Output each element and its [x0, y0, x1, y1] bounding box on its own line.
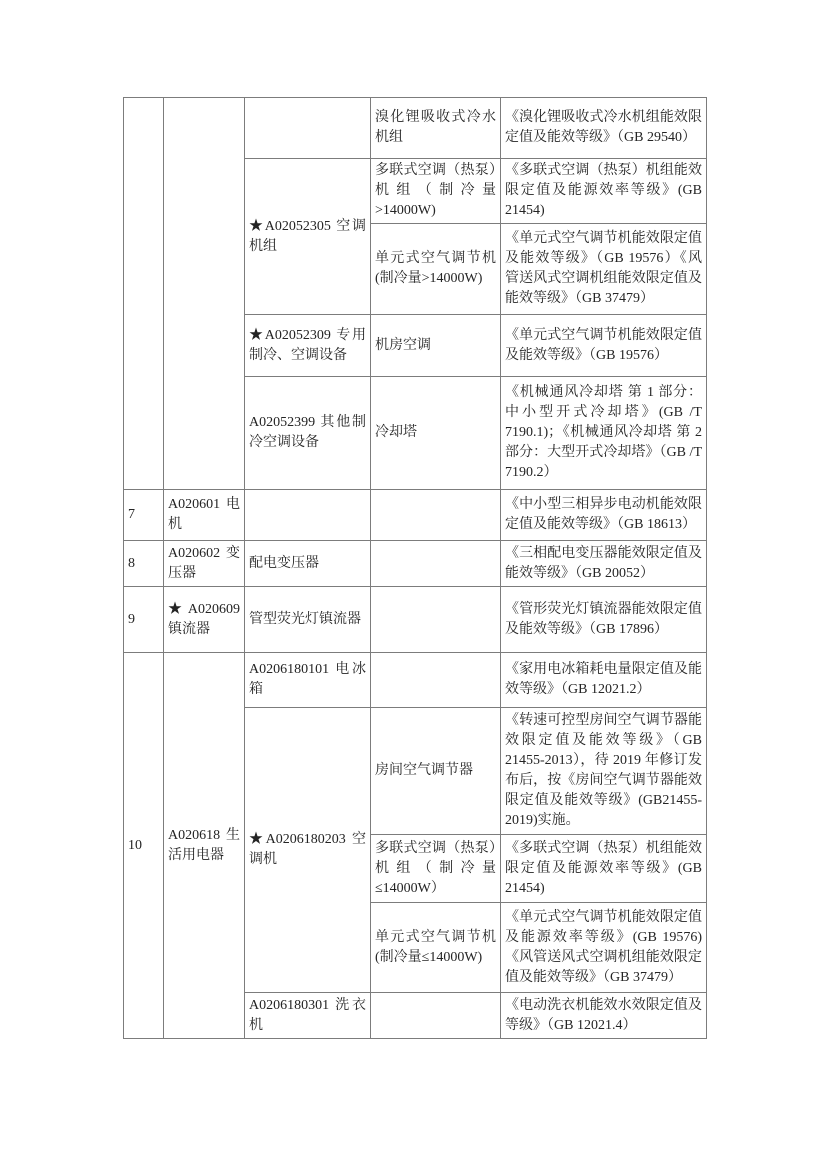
- subcategory-cell: A02052399 其他制冷空调设备: [245, 377, 371, 490]
- table-row: [124, 490, 707, 541]
- table-row: [124, 98, 707, 159]
- table-row: [124, 541, 707, 587]
- category-cell-empty: [164, 98, 245, 490]
- seq-cell: 9: [124, 587, 164, 653]
- seq-cell: 7: [124, 490, 164, 541]
- equipment-cell-empty: [371, 653, 501, 708]
- standard-cell: 《管形荧光灯镇流器能效限定值及能效等级》（GB 17896）: [501, 587, 707, 653]
- seq-cell-empty: [124, 98, 164, 490]
- equipment-cell: 单元式空气调节机(制冷量≤14000W): [371, 903, 501, 993]
- equipment-cell: 机房空调: [371, 315, 501, 377]
- standard-cell: 《单元式空气调节机能效限定值及能效等级》（GB 19576）: [501, 315, 707, 377]
- standard-cell: 《家用电冰箱耗电量限定值及能效等级》（GB 12021.2）: [501, 653, 707, 708]
- subcategory-cell: ★A0206180203 空调机: [245, 708, 371, 993]
- category-cell: A020601 电机: [164, 490, 245, 541]
- subcategory-cell-empty: [245, 490, 371, 541]
- standard-cell: 《机械通风冷却塔 第 1 部分：中小型开式冷却塔》(GB /T 7190.1)；《机械通风冷却塔 第 2 部分：大型开式冷却塔》（GB /T 7190.2）: [501, 377, 707, 490]
- table-row: [124, 587, 707, 653]
- standard-cell: 《溴化锂吸收式冷水机组能效限定值及能效等级》（GB 29540）: [501, 98, 707, 159]
- subcategory-cell: 配电变压器: [245, 541, 371, 587]
- equipment-cell-empty: [371, 587, 501, 653]
- equipment-cell: 冷却塔: [371, 377, 501, 490]
- equipment-cell: 单元式空气调节机(制冷量>14000W): [371, 224, 501, 315]
- subcategory-cell: A0206180101 电冰箱: [245, 653, 371, 708]
- subcategory-cell: A0206180301 洗衣机: [245, 993, 371, 1039]
- standard-cell: 《三相配电变压器能效限定值及能效等级》（GB 20052）: [501, 541, 707, 587]
- standard-cell: 《单元式空气调节机能效限定值及能效等级》（GB 19576）《风管送风式空调机组能效限定值及能效等级》（GB 37479）: [501, 224, 707, 315]
- equipment-cell-empty: [371, 993, 501, 1039]
- subcategory-cell: 管型荧光灯镇流器: [245, 587, 371, 653]
- subcategory-cell: ★A02052305 空调机组: [245, 159, 371, 315]
- standard-cell: 《多联式空调（热泵）机组能效限定值及能源效率等级》(GB 21454): [501, 159, 707, 224]
- standard-cell: 《中小型三相异步电动机能效限定值及能效等级》（GB 18613）: [501, 490, 707, 541]
- category-cell: ★A020609 镇流器: [164, 587, 245, 653]
- category-cell: A020618 生活用电器: [164, 653, 245, 1039]
- equipment-cell-empty: [371, 541, 501, 587]
- category-cell: A020602 变压器: [164, 541, 245, 587]
- table-row: [124, 653, 707, 708]
- seq-cell: 10: [124, 653, 164, 1039]
- seq-cell: 8: [124, 541, 164, 587]
- standard-cell: 《单元式空气调节机能效限定值及能源效率等级》(GB 19576)《风管送风式空调机组能效限定值及能效等级》（GB 37479）: [501, 903, 707, 993]
- energy-efficiency-standards-table: [123, 97, 707, 1039]
- standard-cell: 《电动洗衣机能效水效限定值及等级》（GB 12021.4）: [501, 993, 707, 1039]
- subcategory-cell: ★A02052309 专用制冷、空调设备: [245, 315, 371, 377]
- equipment-cell: 溴化锂吸收式冷水机组: [371, 98, 501, 159]
- equipment-cell-empty: [371, 490, 501, 541]
- equipment-cell: 房间空气调节器: [371, 708, 501, 835]
- standard-cell: 《转速可控型房间空气调节器能效限定值及能效等级》（GB 21455-2013），待 2019 年修订发布后，按《房间空气调节器能效限定值及能效等级》(GB21455-2019)实施。: [501, 708, 707, 835]
- standard-cell: 《多联式空调（热泵）机组能效限定值及能源效率等级》(GB 21454): [501, 835, 707, 903]
- subcategory-cell-empty: [245, 98, 371, 159]
- equipment-cell: 多联式空调（热泵）机组（制冷量≤14000W）: [371, 835, 501, 903]
- equipment-cell: 多联式空调（热泵）机组（制冷量>14000W): [371, 159, 501, 224]
